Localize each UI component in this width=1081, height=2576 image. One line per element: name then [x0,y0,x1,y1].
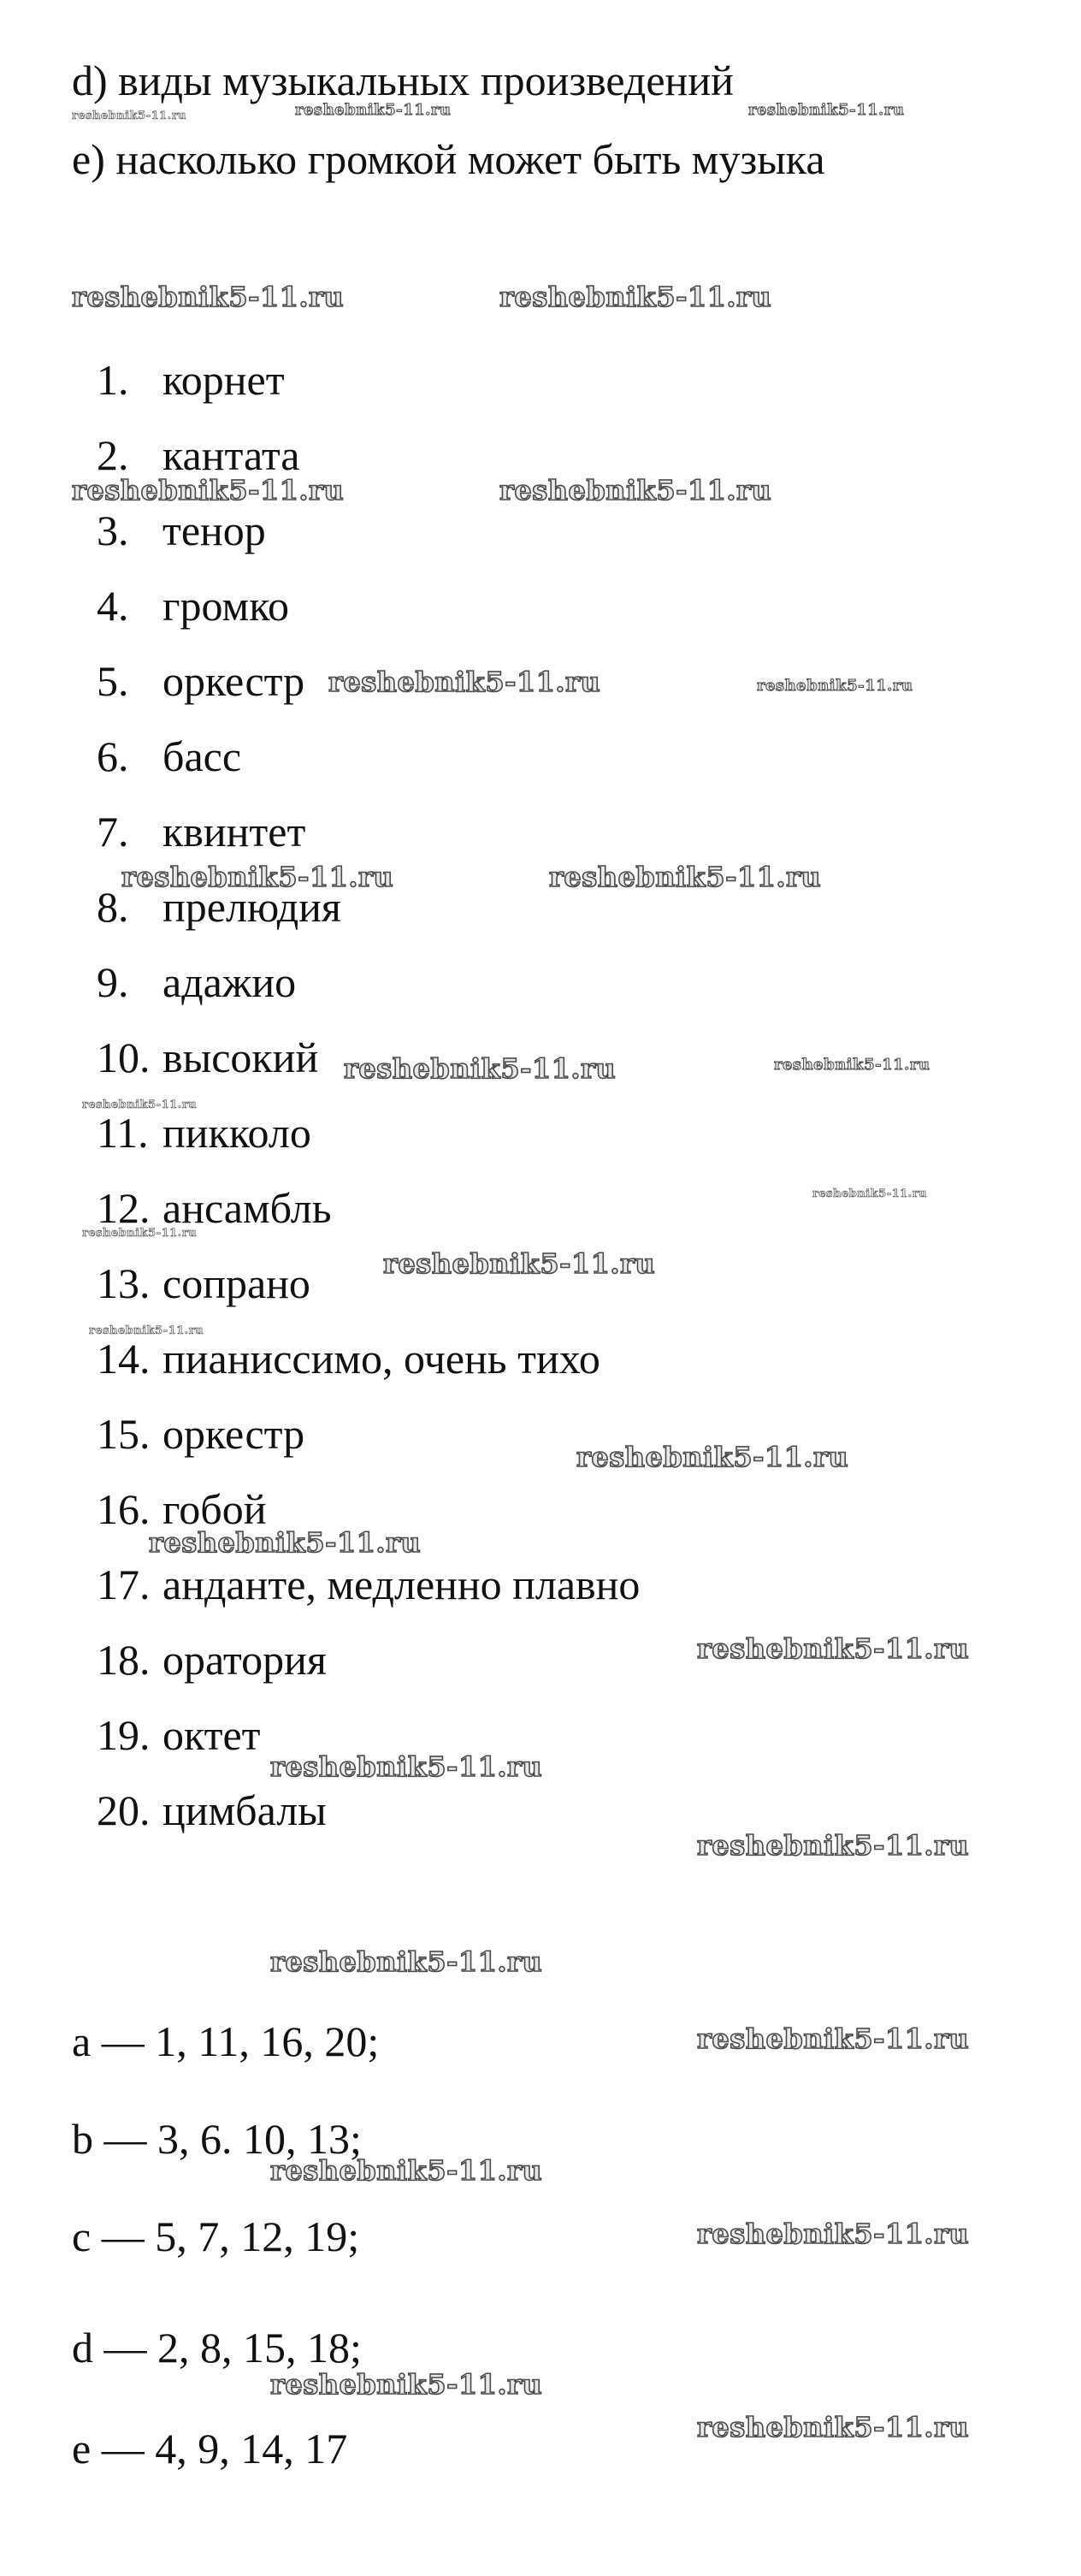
watermark: reshebnik5-11.ru [697,2411,970,2443]
list-number: 19. [97,1711,151,1759]
list-item-12 [97,1182,332,1234]
list-item-11 [97,1107,311,1158]
watermark: reshebnik5-11.ru [697,1829,970,1862]
list-text: октет [162,1711,261,1759]
list-number: 18. [97,1636,151,1684]
list-item-7 [97,806,305,857]
watermark: reshebnik5-11.ru [697,2218,970,2250]
list-item-20 [97,1785,327,1836]
watermark: reshebnik5-11.ru [270,1945,543,1978]
list-item-17 [97,1559,640,1610]
list-item-18 [97,1634,327,1685]
list-text: анданте, медленно плавно [162,1560,641,1608]
watermark: reshebnik5-11.ru [295,101,452,119]
list-number: 4. [97,582,129,630]
list-item-14 [97,1333,600,1384]
list-text: оратория [162,1636,327,1684]
answer-c: c — 5, 7, 12, 19; [72,2212,360,2260]
list-text: гобой [162,1485,267,1533]
list-text: высокий [162,1033,319,1081]
heading-d: d) виды музыкальных произведений [72,56,734,104]
list-text: басс [162,732,242,780]
list-text: пикколо [162,1109,311,1157]
watermark: reshebnik5-11.ru [270,2368,543,2401]
watermark: reshebnik5-11.ru [82,1099,198,1111]
watermark: reshebnik5-11.ru [72,474,345,506]
list-number: 10. [97,1033,151,1081]
list-number: 12. [97,1184,151,1232]
list-item-19 [97,1709,261,1761]
list-text: корнет [162,356,285,404]
list-number: 5. [97,657,129,705]
watermark: reshebnik5-11.ru [549,861,822,893]
answer-e: e — 4, 9, 14, 17 [72,2425,348,2472]
watermark: reshebnik5-11.ru [748,101,905,119]
watermark: reshebnik5-11.ru [270,2154,543,2187]
watermark: reshebnik5-11.ru [72,281,345,313]
list-number: 6. [97,732,129,780]
list-number: 8. [97,883,129,931]
list-text: цимбалы [162,1786,327,1834]
list-item-4 [97,580,289,631]
watermark: reshebnik5-11.ru [121,861,394,893]
list-number: 17. [97,1560,151,1608]
list-number: 11. [97,1109,149,1157]
answer-b: b — 3, 6. 10, 13; [72,2115,362,2163]
list-number: 16. [97,1485,151,1533]
heading-e: e) насколько громкой может быть музыка [72,135,825,183]
watermark: reshebnik5-11.ru [82,1227,198,1240]
list-text: прелюдия [162,883,341,931]
watermark: reshebnik5-11.ru [697,2022,970,2055]
list-item-9 [97,956,296,1008]
list-item-13 [97,1258,310,1309]
watermark: reshebnik5-11.ru [757,677,913,695]
list-text: пианиссимо, очень тихо [162,1335,600,1383]
list-text: оркестр [162,1410,305,1458]
answer-a: a — 1, 11, 16, 20; [72,2017,380,2065]
list-text: сопрано [162,1259,310,1307]
list-number: 9. [97,958,129,1006]
watermark: reshebnik5-11.ru [499,474,772,506]
watermark: reshebnik5-11.ru [328,666,601,698]
watermark: reshebnik5-11.ru [149,1526,422,1559]
list-item-5 [97,655,304,707]
list-text: громко [162,582,289,630]
list-text: оркестр [162,657,305,705]
list-number: 7. [97,808,129,856]
watermark: reshebnik5-11.ru [499,281,772,313]
watermark: reshebnik5-11.ru [774,1056,930,1074]
list-number: 14. [97,1335,151,1383]
list-number: 2. [97,431,129,479]
list-text: кантата [162,431,300,479]
watermark: reshebnik5-11.ru [72,110,187,122]
list-item-3 [97,505,266,556]
list-number: 20. [97,1786,151,1834]
list-item-1 [97,354,285,406]
list-number: 1. [97,356,129,404]
list-item-15 [97,1408,304,1460]
answer-d: d — 2, 8, 15, 18; [72,2324,362,2372]
list-number: 13. [97,1259,151,1307]
watermark: reshebnik5-11.ru [576,1441,849,1473]
watermark: reshebnik5-11.ru [270,1750,543,1783]
watermark: reshebnik5-11.ru [344,1052,617,1085]
list-item-10 [97,1032,318,1083]
list-text: адажио [162,958,297,1006]
list-text: ансамбль [162,1184,332,1232]
list-item-2 [97,429,300,481]
watermark: reshebnik5-11.ru [697,1632,970,1665]
watermark: reshebnik5-11.ru [89,1324,204,1337]
watermark: reshebnik5-11.ru [812,1187,928,1200]
list-number: 3. [97,506,129,554]
list-number: 15. [97,1410,151,1458]
list-text: квинтет [162,808,306,856]
list-item-6 [97,731,241,782]
list-text: тенор [162,506,266,554]
watermark: reshebnik5-11.ru [383,1247,656,1280]
